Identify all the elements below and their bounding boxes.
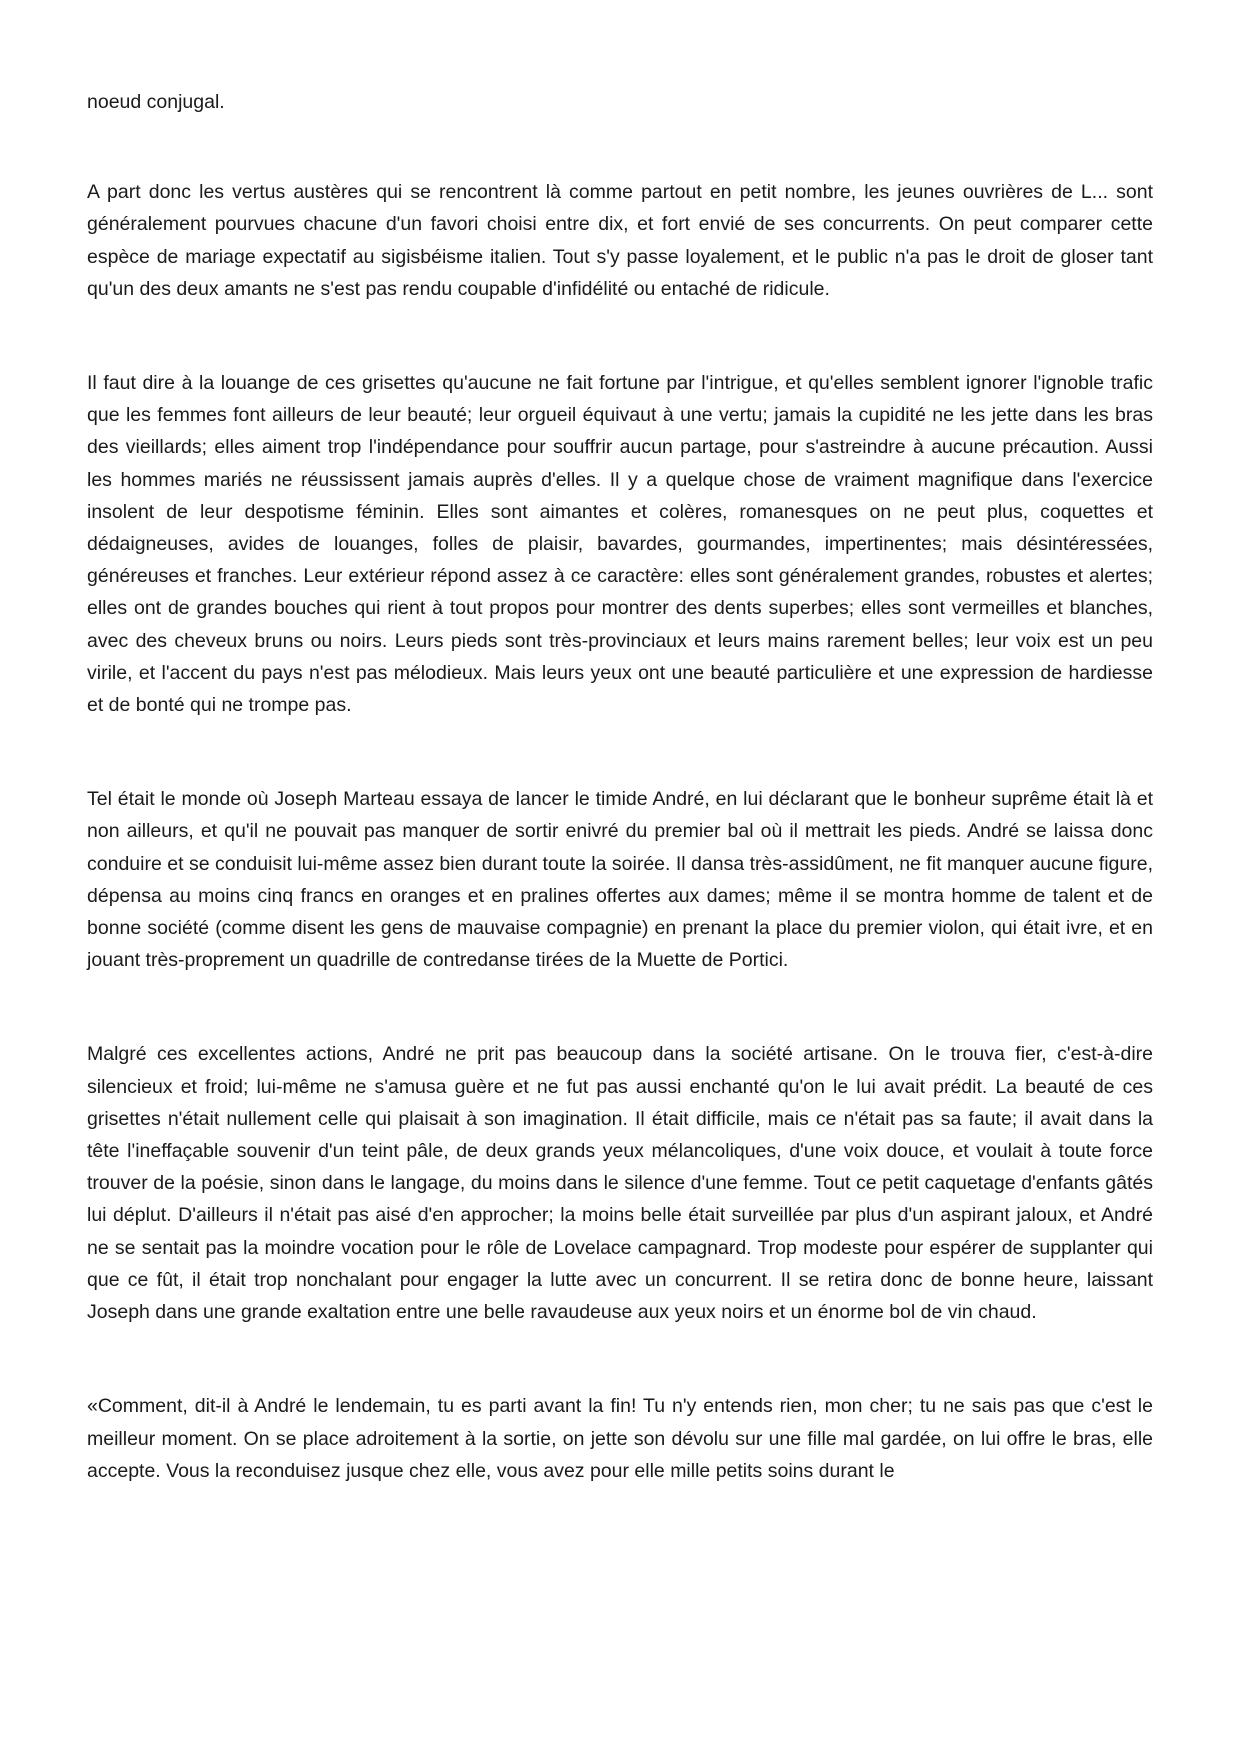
paragraph-1: noeud conjugal. xyxy=(87,91,225,113)
document-page xyxy=(87,86,1153,1487)
paragraph-2: A part donc les vertus austères qui se rencontrent là comme partout en petit nombre, les jeunes ouvrières de L... sont généralement pourvues chacune d'un favori choisi entre dix, et fort envié de ses concurrents. On peut comparer cette espèce de mariage expectatif au sigisbéisme italien. Tout s'y passe loyalement, et le public n'a pas le droit de gloser tant qu'un des deux amants ne s'est pas rendu coupable d'infidélité ou entaché de ridicule. xyxy=(87,181,1153,300)
paragraph-5: Malgré ces excellentes actions, André ne prit pas beaucoup dans la société artisane. On le trouva fier, c'est-à-dire silencieux et froid; lui-même ne s'amusa guère et ne fut pas aussi enchanté qu'on le lui avait prédit. La beauté de ces grisettes n'était nullement celle qui plaisait à son imagination. Il était difficile, mais ce n'était pas sa faute; il avait dans la tête l'ineffaçable souvenir d'un teint pâle, de deux grands yeux mélancoliques, d'une voix douce, et voulait à toute force trouver de la poésie, sinon dans le langage, du moins dans le silence d'une femme. Tout ce petit caquetage d'enfants gâtés lui déplut. D'ailleurs il n'était pas aisé d'en approcher; la moins belle était surveillée par plus d'un aspirant jaloux, et André ne se sentait pas la moindre vocation pour le rôle de Lovelace campagnard. Trop modeste pour espérer de supplanter qui que ce fût, il était trop nonchalant pour engager la lutte avec un concurrent. Il se retira donc de bonne heure, laissant Joseph dans une grande exaltation entre une belle ravaudeuse aux yeux noirs et un énorme bol de vin chaud. xyxy=(87,1043,1153,1324)
paragraph-6: «Comment, dit-il à André le lendemain, tu es parti avant la fin! Tu n'y entends rien, mon cher; tu ne sais pas que c'est le meilleur moment. On se place adroitement à la sortie, on jette son dévolu sur une fille mal gardée, on lui offre le bras, elle accepte. Vous la reconduisez jusque chez elle, vous avez pour elle mille petits soins durant le xyxy=(87,1395,1153,1482)
paragraph-4: Tel était le monde où Joseph Marteau essaya de lancer le timide André, en lui déclarant que le bonheur suprême était là et non ailleurs, et qu'il ne pouvait pas manquer de sortir enivré du premier bal où il mettrait les pieds. André se laissa donc conduire et se conduisit lui-même assez bien durant toute la soirée. Il dansa très-assidûment, ne fit manquer aucune figure, dépensa au moins cinq francs en oranges et en pralines offertes aux dames; même il se montra homme de talent et de bonne société (comme disent les gens de mauvaise compagnie) en prenant la place du premier violon, qui était ivre, et en jouant très-proprement un quadrille de contredanse tirées de la Muette de Portici. xyxy=(87,788,1153,972)
paragraph-3: Il faut dire à la louange de ces grisettes qu'aucune ne fait fortune par l'intrigue, et qu'elles semblent ignorer l'ignoble trafic que les femmes font ailleurs de leur beauté; leur orgueil équivaut à une vertu; jamais la cupidité ne les jette dans les bras des vieillards; elles aiment trop l'indépendance pour souffrir aucun partage, pour s'astreindre à aucune précaution. Aussi les hommes mariés ne réussissent jamais auprès d'elles. Il y a quelque chose de vraiment magnifique dans l'exercice insolent de leur despotisme féminin. Elles sont aimantes et colères, romanesques on ne peut plus, coquettes et dédaigneuses, avides de louanges, folles de plaisir, bavardes, gourmandes, impertinentes; mais désintéressées, généreuses et franches. Leur extérieur répond assez à ce caractère: elles sont généralement grandes, robustes et alertes; elles ont de grandes bouches qui rient à tout propos pour montrer des dents superbes; elles sont vermeilles et blanches, avec des cheveux bruns ou noirs. Leurs pieds sont très-provinciaux et leurs mains rarement belles; leur voix est un peu virile, et l'accent du pays n'est pas mélodieux. Mais leurs yeux ont une beauté particulière et une expression de hardiesse et de bonté qui ne trompe pas. xyxy=(87,372,1153,717)
